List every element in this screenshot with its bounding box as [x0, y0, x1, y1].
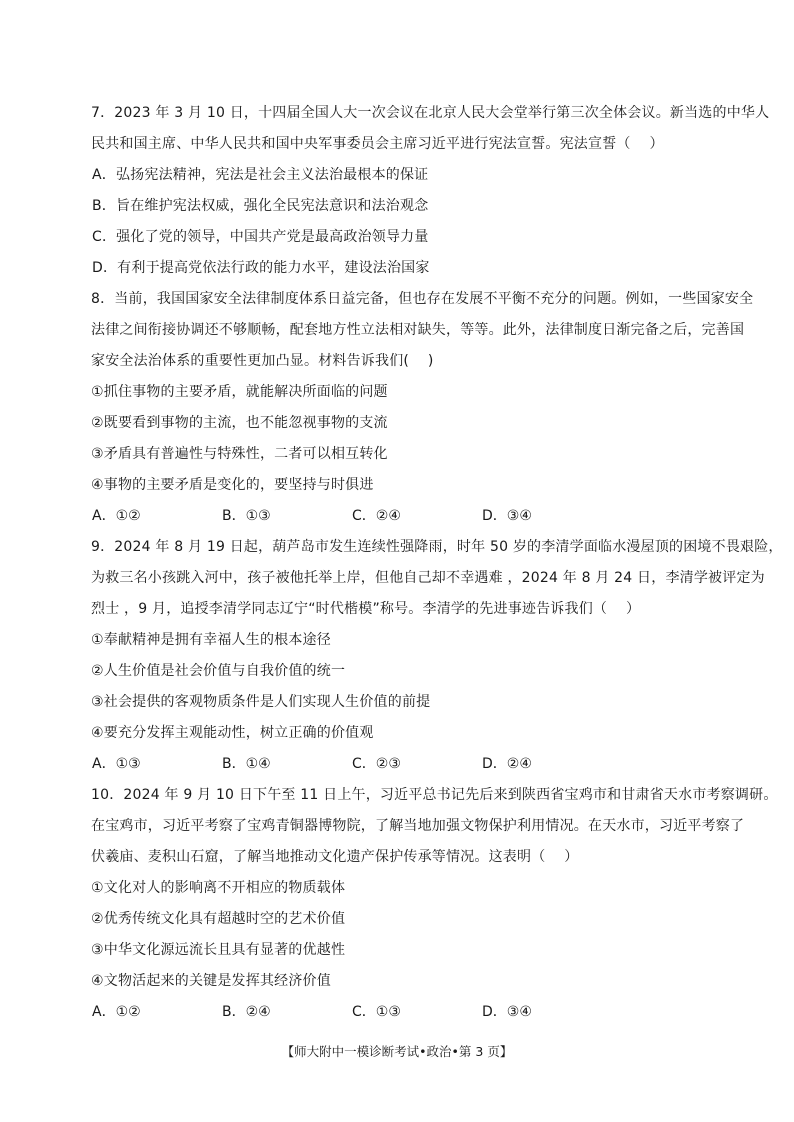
question-10-stem-line-2: 在宝鸡市，习近平考察了宝鸡青铜器博物院，了解当地加强文物保护利用情况。在天水市，习近平考察了 [91, 818, 745, 834]
question-10-choice-d[interactable]: D．③④ [482, 1004, 532, 1020]
question-9-choice-d[interactable]: D．②④ [482, 756, 532, 772]
question-8-stem-line-3: 家安全法治体系的重要性更加凸显。材料告诉我们( ) [91, 353, 434, 369]
question-8 [91, 284, 754, 532]
question-7-stem-line-2: 民共和国主席、中华人民共和国中央军事委员会主席习近平进行宪法宣誓。宪法宣誓（ ） [91, 136, 664, 152]
question-7-stem-line-1: 7．2023 年 3 月 10 日，十四届全国人大一次会议在北京人民大会堂举行第三次全体会议。新当选的中华人 [91, 105, 770, 121]
question-10-statement-2: ②优秀传统文化具有超越时空的艺术价值 [91, 911, 346, 927]
question-10-statement-1: ①文化对人的影响离不开相应的物质载体 [91, 880, 346, 896]
question-9-statement-2: ②人生价值是社会价值与自我价值的统一 [91, 663, 346, 679]
question-9-statement-3: ③社会提供的客观物质条件是人们实现人生价值的前提 [91, 694, 431, 710]
question-9-choice-c[interactable]: C．②③ [352, 756, 401, 772]
question-10-choice-b[interactable]: B．②④ [222, 1004, 271, 1020]
question-9-stem-line-2: 为救三名小孩跳入河中，孩子被他托举上岸，但他自己却不幸遇难 ，2024 年 8 月 24 日，李清学被评定为 [91, 570, 765, 586]
question-8-choice-d[interactable]: D．③④ [482, 508, 532, 524]
question-8-statement-3: ③矛盾具有普遍性与特殊性，二者可以相互转化 [91, 446, 388, 462]
question-9-statement-1: ①奉献精神是拥有幸福人生的根本途径 [91, 632, 331, 648]
question-10-statement-4: ④文物活起来的关键是发挥其经济价值 [91, 973, 331, 989]
question-9-statement-4: ④要充分发挥主观能动性，树立正确的价值观 [91, 725, 374, 741]
question-8-stem-line-1: 8．当前，我国国家安全法律制度体系日益完备，但也存在发展不平衡不充分的问题。例如，一些国家安全 [91, 291, 754, 307]
question-7-option-b[interactable]: B．旨在维护宪法权威，强化全民宪法意识和法治观念 [92, 198, 429, 214]
question-9 [91, 532, 783, 780]
question-9-choices [91, 749, 711, 780]
question-7-option-d[interactable]: D．有利于提高党依法行政的能力水平，建设法治国家 [92, 260, 430, 276]
question-10-choice-c[interactable]: C．①③ [352, 1004, 401, 1020]
question-7 [91, 98, 770, 284]
question-8-statement-4: ④事物的主要矛盾是变化的，要坚持与时俱进 [91, 477, 374, 493]
question-9-choice-b[interactable]: B．①④ [222, 756, 271, 772]
question-10-stem-line-1: 10．2024 年 9 月 10 日下午至 11 日上午，习近平总书记先后来到陕西省宝鸡市和甘肃省天水市考察调研。 [91, 787, 778, 803]
question-9-stem-line-3: 烈士 ，9 月，追授李清学同志辽宁“时代楷模”称号。李清学的先进事迹告诉我们（ ） [91, 601, 641, 617]
question-7-option-c[interactable]: C．强化了党的领导，中国共产党是最高政治领导力量 [92, 229, 429, 245]
question-10 [91, 780, 778, 1028]
question-8-statement-2: ②既要看到事物的主流，也不能忽视事物的支流 [91, 415, 388, 431]
question-10-statement-3: ③中华文化源远流长且具有显著的优越性 [91, 942, 346, 958]
question-8-choice-c[interactable]: C．②④ [352, 508, 401, 524]
questions-area [91, 98, 783, 1028]
question-9-stem-line-1: 9．2024 年 8 月 19 日起，葫芦岛市发生连续性强降雨，时年 50 岁的李清学面临水漫屋顶的困境不畏艰险， [91, 539, 783, 555]
question-8-statement-1: ①抓住事物的主要矛盾，就能解决所面临的问题 [91, 384, 388, 400]
question-7-option-a[interactable]: A．弘扬宪法精神，宪法是社会主义法治最根本的保证 [92, 167, 429, 183]
question-8-stem-line-2: 法律之间衔接协调还不够顺畅，配套地方性立法相对缺失，等等。此外，法律制度日渐完备之后，完善国 [91, 322, 745, 338]
page-footer: 【师大附中一模诊断考试•政治•第 3 页】 [281, 1044, 513, 1059]
question-8-choice-a[interactable]: A．①② [92, 508, 141, 524]
question-9-choice-a[interactable]: A．①③ [92, 756, 141, 772]
question-10-stem-line-3: 伏羲庙、麦积山石窟，了解当地推动文化遗产保护传承等情况。这表明（ ） [91, 849, 579, 865]
question-8-choices [91, 501, 711, 532]
question-10-choice-a[interactable]: A．①② [92, 1004, 141, 1020]
question-8-choice-b[interactable]: B．①③ [222, 508, 271, 524]
question-10-choices [91, 997, 711, 1028]
